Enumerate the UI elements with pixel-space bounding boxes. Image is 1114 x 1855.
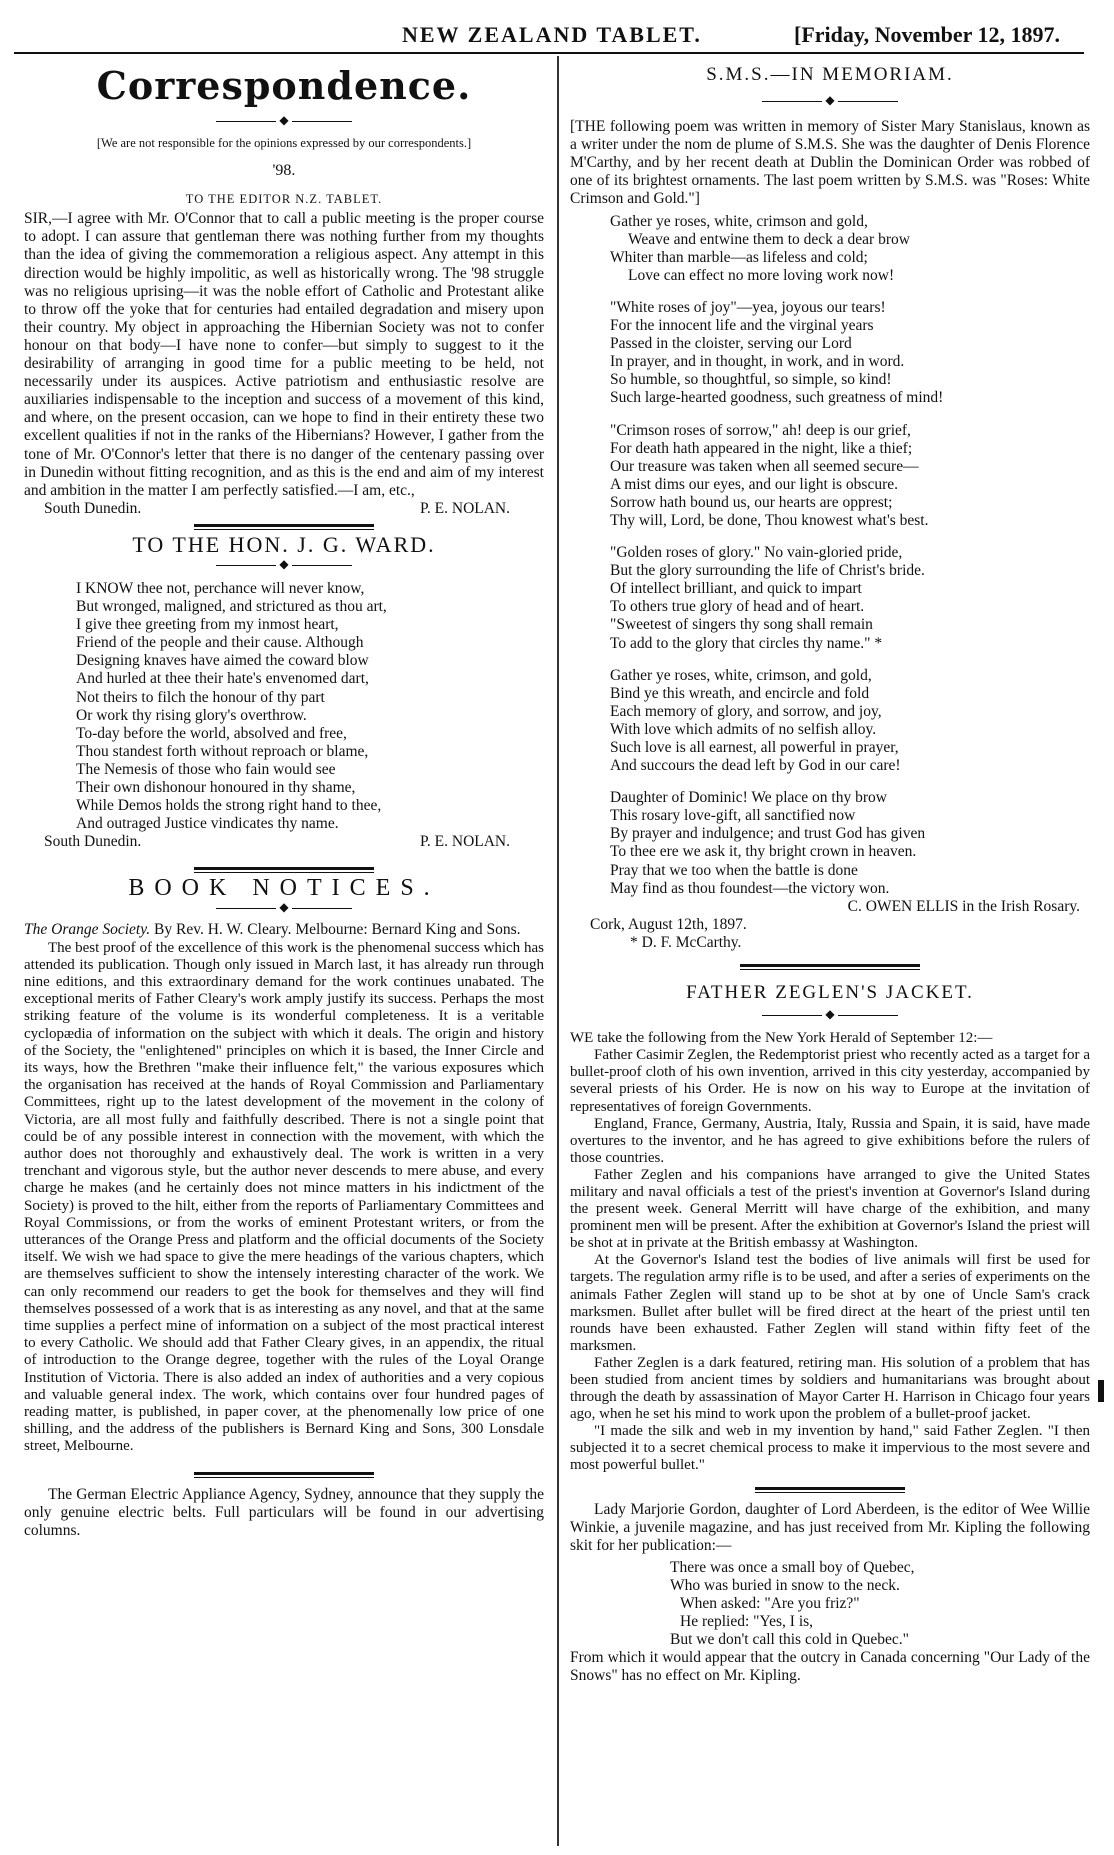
book-title: The Orange Society. — [24, 921, 151, 939]
poem-line: "Golden roses of glory." No vain-gloried pride, — [610, 544, 903, 562]
left-column — [24, 60, 544, 1540]
disclaimer: [We are not responsible for the opinions expressed by our correspondents.] — [96, 136, 472, 150]
jacket-heading: FATHER ZEGLEN'S JACKET. — [686, 982, 974, 1004]
verse-line: There was once a small boy of Quebec, — [670, 1558, 915, 1576]
poem-line: By prayer and indulgence; and trust God has given — [610, 825, 926, 843]
ornament-divider: ◆ — [570, 92, 1090, 108]
verse-line: He replied: "Yes, I is, — [680, 1613, 814, 1631]
poem-line: Passed in the cloister, serving our Lord — [610, 335, 852, 353]
poem-line: Designing knaves have aimed the coward blow — [76, 652, 369, 670]
margin-mark — [1098, 1380, 1104, 1402]
ornament-divider: ◆ — [570, 1006, 1090, 1022]
poem-line: "White roses of joy"—yea, joyous our tears! — [610, 298, 886, 316]
poem-line: "Crimson roses of sorrow," ah! deep is our grief, — [610, 421, 911, 439]
ward-poem — [24, 580, 544, 833]
newspaper-title: NEW ZEALAND TABLET. — [402, 22, 702, 47]
ornament-divider: ◆ — [24, 112, 544, 128]
poem-line: Thy will, Lord, be done, Thou knowest what's best. — [610, 511, 929, 529]
poem-line: "Sweetest of singers thy song shall remain — [610, 616, 873, 634]
poem-line: Thou standest forth without reproach or blame, — [76, 742, 369, 760]
poem-line: May find as thou foundest—the victory won. — [610, 879, 890, 897]
book-notices-heading: BOOK NOTICES. — [128, 875, 440, 902]
book-review-body: The best proof of the excellence of this work is the phenomenal success which has attended its publication. Though only issued in March last, it has already run through nine editions, and this extraordinary demand for the work continues unabated. The exceptional merits of Father Cleary's work amply justify its success. Perhaps the most striking feature of the volume is its wonderful completeness. It is a veritable cyclopædia of information on the subject with which it deals. The origin and history of the Society, the "enlightened" principles on which it is based, the Inner Circle and its ways, how the Brethren "make their influence felt," the various exposures which the organisation has received at the hands of Royal Commission and Parliamentary Committees, right up to the latest development of the movement in the colony of Victoria, are all most fully and faithfully described. There is not a single point that could be of any possible interest in connection with the movement, with which the author does not thoroughly and exhaustively deal. The work is written in a very trenchant and vigorous style, but the author never descends to mere abuse, and every charge he makes (and he certainly does not mince matters in his indictment of the Society) is proved to the hilt, either from the reports of Parliamentary Committees and Royal Commissions, or from the works of eminent Protestant writers, or from the utterances of the Orange Press and platform and the official documents of the Society itself. We wish we had space to give the mere headings of the various chapters, which are themselves sufficient to show the intensely interesting character of the work. We can only recommend our readers to get the book for themselves and they will find themselves possessed of a work that is as interesting as any novel, and that at the same time supplies a perfect mine of information on a subject of the most practical interest to every Catholic. We should add that Father Cleary gives, in an appendix, the ritual of introduction to the Orange degree, together with the rules of the Loyal Orange Institution of Victoria. There is also added an index of authorities and a very copious and valuable general index. The work, which contains over four hundred pages of reading matter, is published, in paper cover, at the phenomenally low price of one shilling, and the address of the publishers is Bernard King and Sons, 300 Lonsdale street, Melbourne. — [24, 939, 544, 1455]
poem-place: South Dunedin. — [44, 833, 142, 851]
poem-credit: C. OWEN ELLIS in the Irish Rosary. — [847, 897, 1080, 915]
poem-footnote: * D. F. McCarthy. — [630, 933, 742, 951]
poem-line: Our treasure was taken when all seemed secure— — [610, 457, 919, 475]
letter-author: P. E. NOLAN. — [420, 499, 510, 517]
letter-signature — [24, 500, 544, 518]
poem-title: TO THE HON. J. G. WARD. — [132, 531, 436, 557]
poem-line: The Nemesis of those who fain would see — [76, 760, 336, 778]
poem-line: Pray that we too when the battle is done — [610, 861, 858, 879]
poem-line: But wronged, maligned, and strictured as thou art, — [76, 598, 387, 616]
gordon-paragraph: Lady Marjorie Gordon, daughter of Lord Aberdeen, is the editor of Wee Willie Winkie, a juvenile magazine, and has just received from Mr. Kipling the following skit for her publication:— — [570, 1500, 1090, 1554]
section-rule — [740, 964, 920, 970]
poem-line: This rosary love-gift, all sanctified now — [610, 807, 856, 825]
page-header — [0, 18, 1114, 52]
section-rule — [194, 524, 374, 530]
poem-line: Each memory of glory, and sorrow, and joy, — [610, 702, 882, 720]
poem-line: Gather ye roses, white, crimson and gold, — [610, 212, 868, 230]
jacket-article — [570, 1030, 1090, 1474]
kipling-verse — [570, 1559, 1090, 1649]
poem-line: And hurled at thee their hate's envenomed dart, — [76, 670, 369, 688]
section-rule — [194, 1472, 374, 1478]
poem-line: To-day before the world, absolved and free, — [76, 724, 347, 742]
poem-line: I give thee greeting from my inmost heart, — [76, 616, 339, 634]
memoriam-intro: [THE following poem was written in memory of Sister Mary Stanislaus, known as a writer under the nom de plume of S.M.S. She was the daughter of Denis Florence M'Carthy, and by her recent death at Dublin the Dominican Order was robbed of one of its brightest ornaments. The last poem written by S.M.S. was "Roses: White Crimson and Gold."] — [570, 118, 1090, 208]
poem-line: A mist dims our eyes, and our light is obscure. — [610, 475, 899, 493]
right-column — [570, 60, 1090, 1686]
article-paragraph: England, France, Germany, Austria, Italy, Russia and Spain, it is said, have made overtures to the inventor, and he has agreed to give exhibitions before the rulers of those countries. — [570, 1115, 1090, 1166]
poem-line: Of intellect brilliant, and quick to impart — [610, 580, 862, 598]
letter-addressee: TO THE EDITOR N.Z. TABLET. — [185, 192, 383, 207]
poem-line: Weave and entwine them to deck a dear brow — [628, 230, 910, 248]
memoriam-heading: S.M.S.—IN MEMORIAM. — [706, 64, 954, 85]
poem-line: Daughter of Dominic! We place on thy brow — [610, 789, 887, 807]
verse-line: Who was buried in snow to the neck. — [670, 1576, 900, 1594]
poem-line: With love which admits of no selfish alloy. — [610, 720, 877, 738]
section-rule — [194, 867, 374, 873]
poem-line: Not theirs to filch the honour of thy part — [76, 688, 325, 706]
article-paragraph: Father Zeglen and his companions have arranged to give the United States military and naval officials a test of the priest's invention at Governor's Island during the present week. General Merritt will have charge of the exhibition, and many prominent men will be present. After the exhibition at Governor's Island the priest will be shot at in private at the British embassy at Washington. — [570, 1166, 1090, 1252]
poem-line: And succours the dead left by God in our care! — [610, 757, 901, 775]
article-paragraph: "I made the silk and web in my invention by hand," said Father Zeglen. "I then subjected it to a secret chemical process to make it impervious to the most severe and most powerful bullet." — [570, 1423, 1090, 1474]
letter-title: '98. — [272, 162, 296, 180]
poem-line: Such large-hearted goodness, such greatness of mind! — [610, 389, 944, 407]
book-author-publisher: By Rev. H. W. Cleary. Melbourne: Bernard King and Sons. — [154, 921, 521, 939]
verse-line: When asked: "Are you friz?" — [680, 1595, 860, 1613]
electric-belt-notice: The German Electric Appliance Agency, Sydney, announce that they supply the only genuine electric belts. Full particulars will be found in our advertising columns. — [24, 1485, 544, 1539]
poem-line: To others true glory of head and of heart. — [610, 598, 865, 616]
column-divider — [557, 56, 559, 1846]
verse-line: But we don't call this cold in Quebec." — [670, 1631, 909, 1649]
poem-line: To add to the glory that circles thy name." * — [610, 634, 883, 652]
poem-line: Bind ye this wreath, and encircle and fold — [610, 684, 870, 702]
poem-line: Their own dishonour honoured in thy shame, — [76, 779, 356, 796]
book-reference — [24, 921, 544, 939]
closing-paragraph: From which it would appear that the outcry in Canada concerning "Our Lady of the Snows" has no effect on Mr. Kipling. — [570, 1649, 1090, 1685]
letter-place: South Dunedin. — [44, 499, 142, 517]
poem-line: And outraged Justice vindicates thy name. — [76, 815, 339, 833]
poem-author: P. E. NOLAN. — [420, 833, 510, 851]
poem-line: For the innocent life and the virginal years — [610, 317, 874, 335]
article-paragraph: At the Governor's Island test the bodies of live animals will first be used for targets. The regulation army rifle is to be used, and after a series of experiments on the animals Father Zeglen will stand up to be shot at by one of Uncle Sam's crack marksmen. Bullet after bullet will be fired direct at the heart of the priest until ten rounds have been exhausted. Father Zeglen will stand within fifty feet of the marksmen. — [570, 1252, 1090, 1354]
poem-line: In prayer, and in thought, in work, and in word. — [610, 353, 905, 371]
poem-line: Whiter than marble—as lifeless and cold; — [610, 248, 868, 266]
memoriam-poem — [570, 213, 1090, 898]
poem-line: Friend of the people and their cause. Although — [76, 634, 364, 652]
poem-place-date: Cork, August 12th, 1897. — [590, 915, 747, 933]
poem-signature — [24, 833, 544, 851]
poem-line: Such love is all earnest, all powerful in prayer, — [610, 739, 899, 756]
poem-line: Gather ye roses, white, crimson, and gold, — [610, 666, 872, 684]
article-paragraph: WE take the following from the New York Herald of September 12:— — [570, 1030, 993, 1047]
article-paragraph: Father Zeglen is a dark featured, retiring man. His solution of a problem that has been studied from ancient times by soldiers and humanitarians was brought about through the death by assassination of Mayor Carter H. Harrison in Chicago four years ago, when he set his mind to work upon the problem of a bullet-proof jacket. — [570, 1354, 1090, 1423]
ornament-divider: ◆ — [24, 899, 544, 915]
poem-line: To thee ere we ask it, thy bright crown in heaven. — [610, 843, 917, 861]
header-rule — [14, 52, 1084, 54]
issue-date: [Friday, November 12, 1897. — [794, 22, 1061, 47]
letter-body: SIR,—I agree with Mr. O'Connor that to call a public meeting is the proper course to adopt. I can assure that gentleman there was nothing further from my thoughts than the idea of giving the commemoration a religious aspect. Any attempt in this direction would be highly impolitic, as well as historically wrong. The '98 struggle was no religious uprising—it was the noble effort of Catholic and Protestant alike to throw off the yoke that for centuries had entailed degradation and misery upon their country. My object in approaching the Hibernian Society was not to confer honour on that body—I have none to confer—but simply to suggest to it the desirability of arranging in good time for a public meeting to be held, not necessarily under its auspices. Active patriotism and enthusiastic resolve are auxiliaries indispensable to the inception and success of a movement of this kind, and where, on the present occasion, can we hope to find in their entirety these two excellent qualities if not in the ranks of the Hibernians? However, I gather from the tone of Mr. O'Connor's letter that there is no danger of the centenary passing over in Dunedin without fitting recognition, and as this is the end and aim of my interest and ambition in the matter I am perfectly satisfied.—I am, etc., — [24, 210, 544, 499]
ornament-divider: ◆ — [24, 556, 544, 572]
poem-line: While Demos holds the strong right hand to thee, — [76, 797, 382, 815]
poem-line: Sorrow hath bound us, our hearts are opprest; — [610, 493, 893, 511]
poem-line: I KNOW thee not, perchance will never know, — [76, 579, 365, 597]
poem-line: Or work thy rising glory's overthrow. — [76, 706, 307, 724]
poem-line: For death hath appeared in the night, like a thief; — [610, 439, 913, 457]
poem-line: But the glory surrounding the life of Christ's bride. — [610, 562, 925, 580]
poem-line: Love can effect no more loving work now! — [628, 266, 895, 284]
poem-line: So humble, so thoughtful, so simple, so kind! — [610, 371, 892, 389]
section-rule — [755, 1487, 905, 1493]
correspondence-masthead: Correspondence. — [96, 63, 472, 108]
article-paragraph: Father Casimir Zeglen, the Redemptorist priest who recently acted as a target for a bullet-proof cloth of his own invention, arrived in this city yesterday, accompanied by several priests of his Order. He is now on his way to Europe at the invitation of representatives of foreign Governments. — [570, 1047, 1090, 1115]
